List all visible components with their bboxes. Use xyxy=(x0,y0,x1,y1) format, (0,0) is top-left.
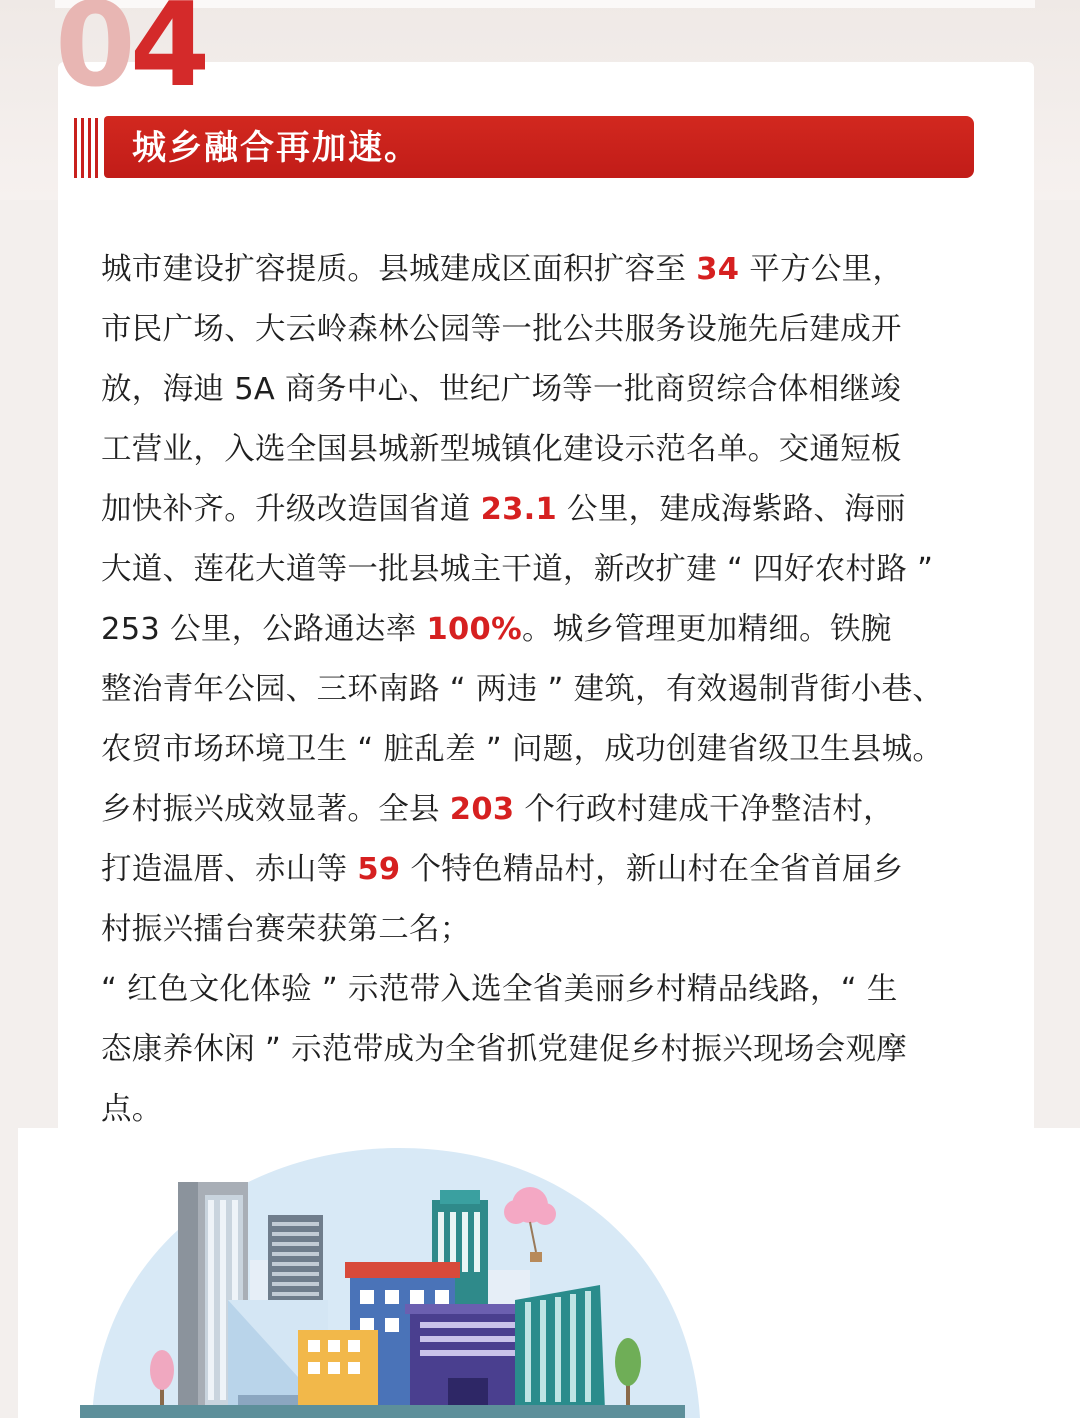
text-segment: 大道、莲花大道等一批县城主干道，新改扩建 “ 四好农村路 ” xyxy=(101,552,934,587)
highlight-number: 203 xyxy=(449,792,515,827)
text-segment: 城市建设扩容提质。县城建成区面积扩容至 xyxy=(101,252,697,287)
highlight-number: 100% xyxy=(426,612,522,647)
text-segment: 。城乡管理更加精细。铁腕 xyxy=(521,612,892,647)
text-segment: 整治青年公园、三环南路 “ 两违 ” 建筑，有效遏制背街小巷、 xyxy=(101,672,944,707)
text-segment: 农贸市场环境卫生 “ 脏乱差 ” 问题，成功创建省级卫生县城。 xyxy=(101,732,944,767)
text-segment: 平方公里， xyxy=(739,252,904,287)
text-segment: 工营业，入选全国县城新型城镇化建设示范名单。交通短板 xyxy=(101,432,902,467)
text-segment: 个行政村建成干净整洁村， xyxy=(514,792,894,827)
yellow-building xyxy=(298,1330,378,1410)
text-segment: 乡村振兴成效显著。全县 xyxy=(101,792,450,827)
text-segment: 态康养休闲 ” 示范带成为全省抓党建促乡村振兴现场会观摩 xyxy=(101,1032,908,1067)
text-segment: 放，海迪 5A 商务中心、世纪广场等一批商贸综合体相继竣 xyxy=(101,372,902,407)
text-segment: 加快补齐。升级改造国省道 xyxy=(101,492,481,527)
section-number-digit: 4 xyxy=(129,0,205,98)
text-segment: 村振兴擂台赛荣获第二名； xyxy=(101,912,471,947)
text-segment: 市民广场、大云岭森林公园等一批公共服务设施先后建成开 xyxy=(101,312,902,347)
highlight-number: 59 xyxy=(357,852,401,887)
right-glass-building xyxy=(515,1285,605,1410)
ground xyxy=(80,1405,685,1418)
text-segment: 点。 xyxy=(101,1092,163,1127)
text-segment: 打造温厝、赤山等 xyxy=(101,852,358,887)
section-title: 城乡融合再加速。 xyxy=(132,128,420,168)
highlight-number: 23.1 xyxy=(480,492,558,527)
purple-building xyxy=(405,1304,530,1410)
section-number-digit: 0 xyxy=(55,0,130,98)
text-segment: 公里，建成海紫路、海丽 xyxy=(557,492,906,527)
highlight-number: 34 xyxy=(696,252,740,287)
text-segment: “ 红色文化体验 ” 示范带入选全省美丽乡村精品线路，“ 生 xyxy=(101,972,898,1007)
text-segment: 253 公里，公路通达率 xyxy=(101,612,427,647)
text-segment: 个特色精品村，新山村在全省首届乡 xyxy=(400,852,904,887)
